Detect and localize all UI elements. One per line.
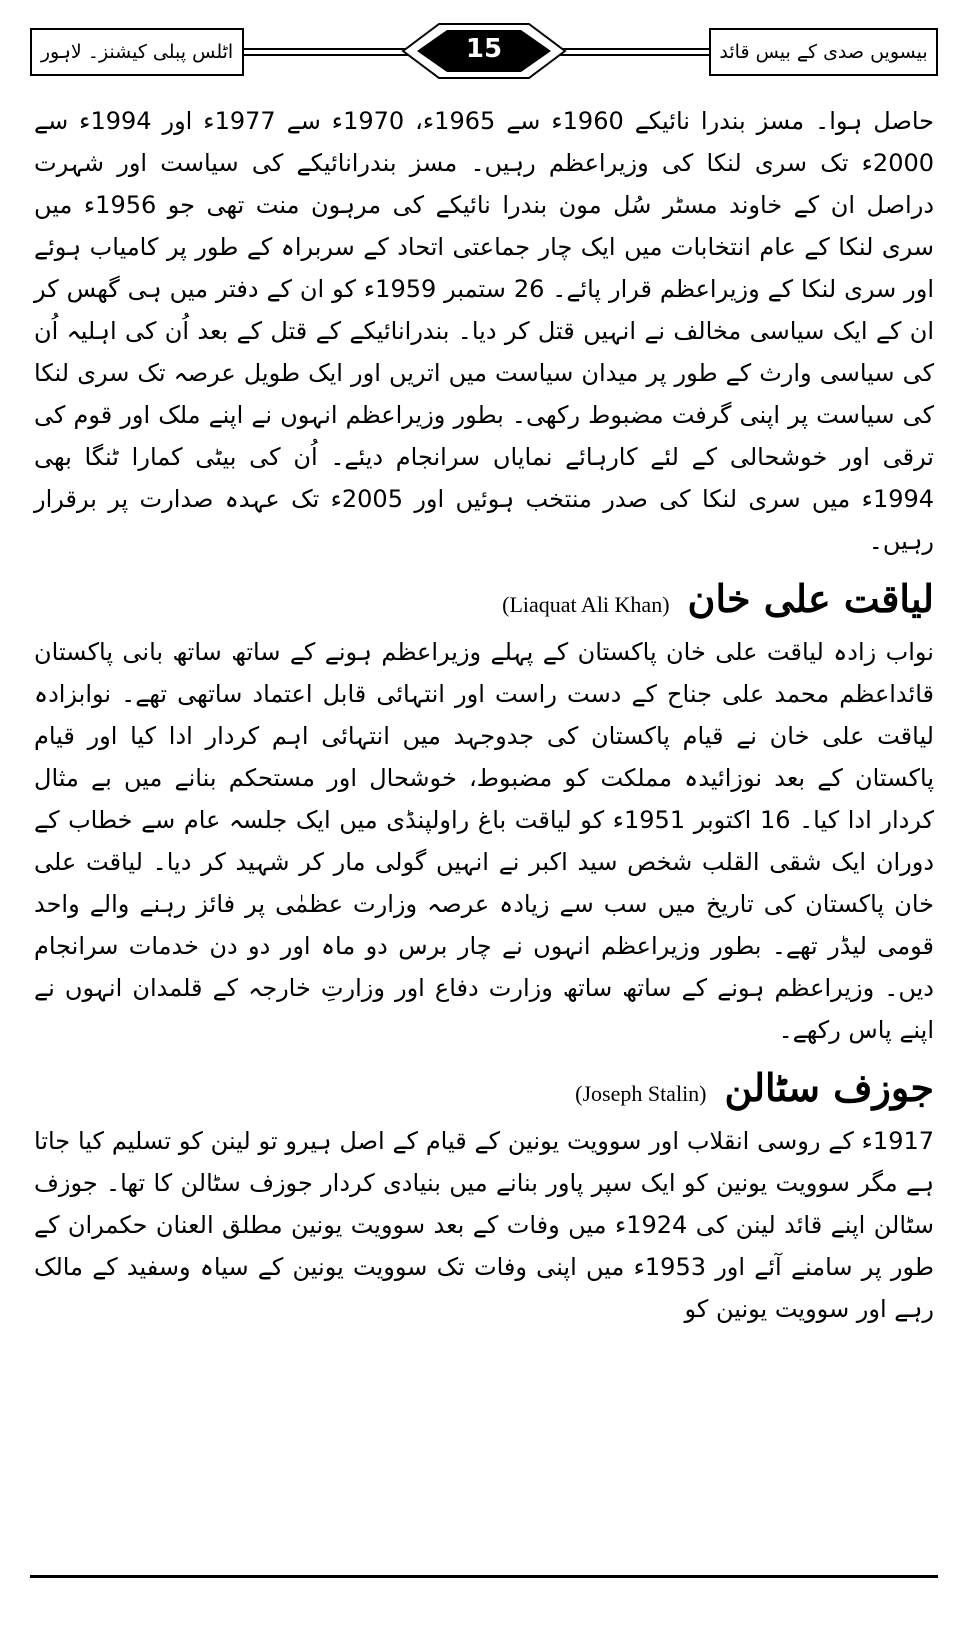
page-number-badge xyxy=(399,20,569,82)
heading-stalin-urdu: جوزف سٹالن xyxy=(724,1065,934,1110)
paragraph-liaquat: نواب زادہ لیاقت علی خان پاکستان کے پہلے وزیراعظم ہونے کے ساتھ ساتھ بانی پاکستان قائداعظم محمد علی جناح کے دست راست اور انتہائی قابل اعتماد ساتھی تھے۔ نوابزادہ لیاقت علی خان نے قیام پاکستان کی جدوجہد میں انتہائی اہم کردار ادا کیا اور قیام پاکستان کے بعد نوزائیدہ مملکت کو مضبوط، خوشحال اور مستحکم بنانے میں بے مثال کردار ادا کیا۔ 16 اکتوبر 1951ء کو لیاقت باغ راولپنڈی میں ایک جلسہ عام سے خطاب کے دوران ایک شقی القلب شخص سید اکبر نے انہیں گولی مار کر شہید کر دیا۔ لیاقت علی خان پاکستان کی تاریخ میں سب سے زیادہ عرصہ وزارت عظمٰی پر فائز رہنے والے واحد قومی لیڈر تھے۔ بطور وزیراعظم انہوں نے چار برس دو ماہ اور دو دن خدمات سرانجام دیں۔ وزیراعظم ہونے کے ساتھ ساتھ وزارت دفاع اور وزارتِ خارجہ کے قلمدان انہوں نے اپنے پاس رکھے۔ xyxy=(34,638,935,1044)
publisher-text: اٹلس پبلی کیشنز۔ لاہور xyxy=(40,41,234,63)
page-number: 15 xyxy=(465,34,503,64)
heading-stalin-english: (Joseph Stalin) xyxy=(575,1081,707,1106)
paragraph-stalin: 1917ء کے روسی انقلاب اور سوویت یونین کے قیام کے اصل ہیرو تو لینن کو تسلیم کیا جاتا ہے مگر سوویت یونین کو ایک سپر پاور بنانے میں بنیادی کردار جوزف سٹالن کا تھا۔ جوزف سٹالن اپنے قائد لینن کی 1924ء میں وفات کے بعد سوویت یونین مطلق العنان حکمران کے طور پر سامنے آئے اور 1953ء میں اپنی وفات تک سوویت یونین کے سیاہ وسفید کے مالک رہے اور سوویت یونین کو xyxy=(34,1127,935,1323)
page-content xyxy=(30,100,938,1580)
heading-liaquat-english: (Liaquat Ali Khan) xyxy=(502,592,670,617)
heading-liaquat-urdu: لیاقت علی خان xyxy=(687,576,934,621)
section-heading-stalin xyxy=(30,1065,938,1110)
publisher-box xyxy=(30,28,244,76)
footer-rule xyxy=(30,1575,938,1578)
paragraph-bandaranaike: حاصل ہوا۔ مسز بندرا نائیکے 1960ء سے 1965ء، 1970ء سے 1977ء اور 1994ء سے 2000ء تک سری لنکا کی وزیراعظم رہیں۔ مسز بندرانائیکے کی سیاست اور شہرت دراصل ان کے خاوند مسٹر سُل مون بندرا نائیکے کی مرہون منت تھی جو 1956ء میں سری لنکا کے عام انتخابات میں ایک چار جماعتی اتحاد کے سربراہ کے طور پر کامیاب ہوئے اور سری لنکا کے وزیراعظم قرار پائے۔ 26 ستمبر 1959ء کو ان کے دفتر میں ہی گھس کر ان کے ایک سیاسی مخالف نے انہیں قتل کر دیا۔ بندرانائیکے کے قتل کے بعد اُن کی اہلیہ اُن کی سیاسی وارث کے طور پر میدان سیاست میں اتریں اور ایک طویل عرصہ تک سری لنکا کی سیاست پر اپنی گرفت مضبوط رکھی۔ بطور وزیراعظم انہوں نے اپنے ملک اور قوم کی ترقی اور خوشحالی کے لئے کارہائے نمایاں سرانجام دیئے۔ اُن کی بیٹی کمارا ٹنگا بھی 1994ء میں سری لنکا کی صدر منتخب ہوئیں اور 2005ء تک عہدہ صدارت پر برقرار رہیں۔ xyxy=(34,107,935,555)
book-title-text: بیسویں صدی کے بیس قائد xyxy=(719,41,928,63)
page-header xyxy=(30,20,938,98)
section-heading-liaquat xyxy=(30,576,938,621)
book-title-box xyxy=(709,28,938,76)
